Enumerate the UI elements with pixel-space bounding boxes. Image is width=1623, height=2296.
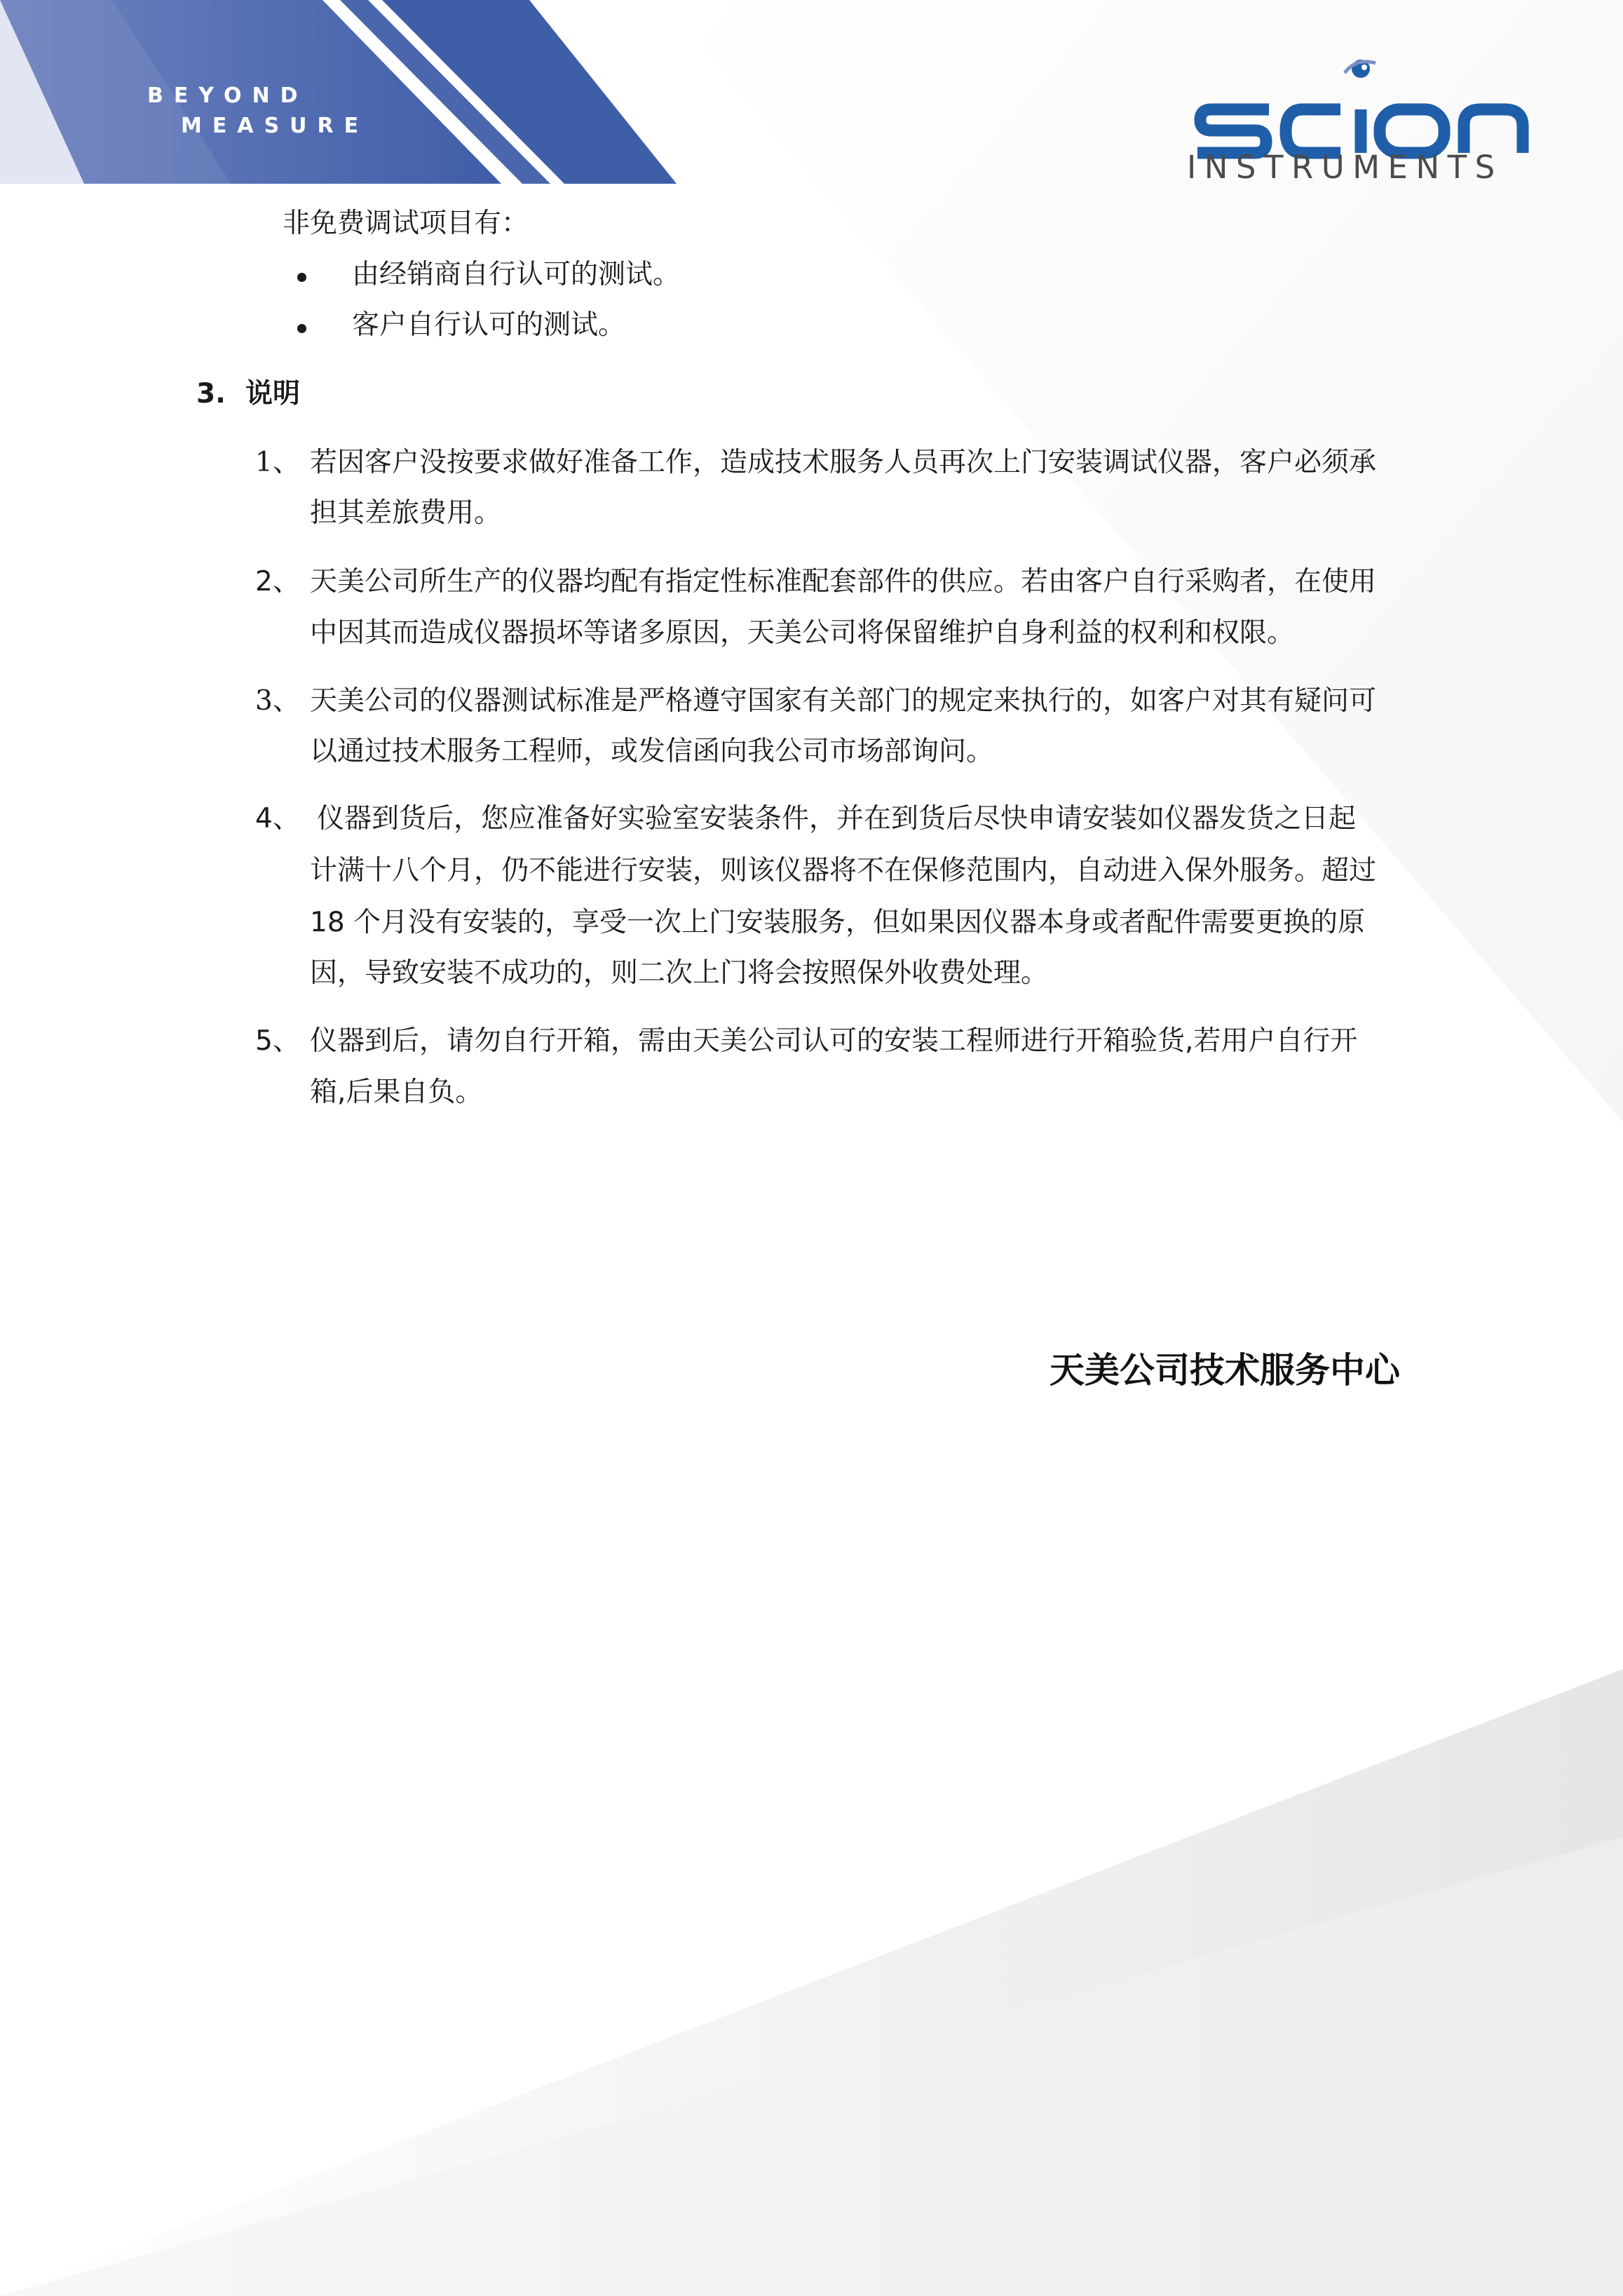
note-line: 计满十八个月，仍不能进行安装，则该仪器将不在保修范围内，自动进入保外服务。超过 — [310, 855, 1377, 886]
note-line: 天美公司所生产的仪器均配有指定性标准配套部件的供应。若由客户自行采购者，在使用 — [310, 566, 1377, 597]
note-line: 若因客户没按要求做好准备工作，造成技术服务人员再次上门安装调试仪器，客户必须承 — [310, 447, 1377, 478]
intro-bullet-1: 由经销商自行认可的测试。 — [352, 259, 681, 290]
banner-graphic — [0, 0, 677, 184]
note-marker: 5、 — [255, 1025, 300, 1057]
bullet-dot — [297, 324, 306, 333]
intro-bullet-2: 客户自行认可的测试。 — [352, 309, 626, 341]
banner-text-measure: MEASURE — [181, 114, 369, 138]
note-line: 天美公司的仪器测试标准是严格遵守国家有关部门的规定来执行的，如客户对其有疑问可 — [310, 685, 1377, 717]
note-line: 以通过技术服务工程师，或发信函向我公司市场部询问。 — [310, 736, 994, 767]
signature: 天美公司技术服务中心 — [1050, 1350, 1400, 1391]
note-line: 中因其而造成仪器损坏等诸多原因，天美公司将保留维护自身利益的权利和权限。 — [310, 617, 1295, 649]
note-line: 仪器到货后，您应准备好实验室安装条件，并在到货后尽快申请安装如仪器发货之日起 — [317, 803, 1357, 835]
intro-label: 非免费调试项目有： — [283, 208, 529, 239]
note-marker: 1、 — [255, 447, 300, 478]
note-marker: 3、 — [255, 685, 300, 717]
banner-text-beyond: BEYOND — [147, 83, 308, 108]
section-title: 说明 — [245, 378, 301, 410]
note-line: 18 个月没有安装的，享受一次上门安装服务，但如果因仪器本身或者配件需要更换的原 — [310, 907, 1366, 938]
note-marker: 4、 — [255, 803, 300, 835]
note-line: 因，导致安装不成功的，则二次上门将会按照保外收费处理。 — [310, 957, 1049, 989]
note-marker: 2、 — [255, 566, 300, 597]
section-number: 3. — [196, 378, 226, 410]
note-line: 担其差旅费用。 — [310, 497, 502, 529]
bullet-dot — [297, 273, 306, 282]
logo-subtitle: INSTRUMENTS — [1187, 149, 1503, 186]
note-line: 箱,后果自负。 — [310, 1076, 483, 1108]
note-line: 仪器到后，请勿自行开箱，需由天美公司认可的安装工程师进行开箱验货,若用户自行开 — [310, 1025, 1358, 1057]
